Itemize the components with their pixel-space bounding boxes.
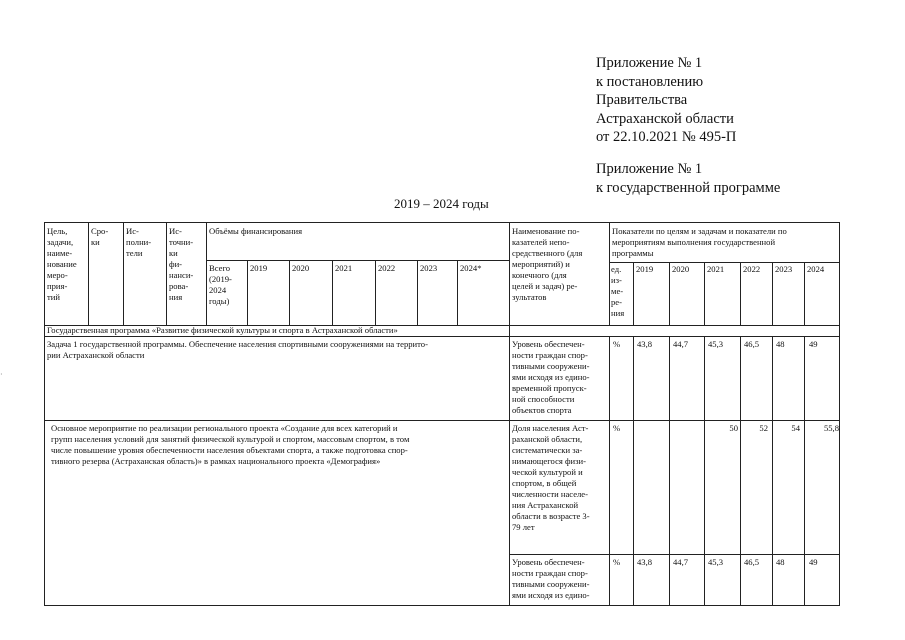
col-line-sources (166, 223, 167, 325)
task-1-indicator: Уровень обеспечен- ности граждан спор- тивными сооружени- ями исходя из едино- временной пропуск- ной способности объектов спорта (512, 339, 590, 415)
header-iy-2020: 2020 (672, 264, 690, 274)
col-line-iy2019 (633, 336, 634, 606)
main-activity-value-2024: 55,8 (823, 423, 839, 433)
main-activity-unit: % (613, 423, 621, 433)
header-iy-2022: 2022 (743, 264, 761, 274)
program-table (44, 222, 840, 606)
indicator-header-divider (609, 262, 840, 263)
annex-block-program (596, 160, 780, 197)
main-activity-text: Основное мероприятие по реализации регионального проекта «Создание для всех категорий и групп населения условий для занятий физической культурой и спортом, массовым спортом, в том числе повышение уровня обеспеченности населения объектами спорта, а также подготовка спор- тивного резерва (Астраханская область)» в рамках национального проекта «Демография» (51, 423, 410, 466)
main-activity-value-2021: 50 (729, 423, 738, 433)
header-iy-2021: 2021 (707, 264, 725, 274)
second-indicator-value-2023: 48 (776, 557, 785, 567)
col-line-fy2019 (247, 260, 248, 325)
header-executors: Ис- полни- тели (126, 226, 152, 258)
col-line-iy2023-header (772, 262, 773, 325)
task-row-bottom-line (45, 420, 840, 421)
col-line-iy2022 (740, 336, 741, 606)
task-1-value-2024: 49 (809, 339, 818, 349)
header-goal: Цель, задачи, наиме- нование меро- прия- тий (47, 226, 77, 302)
annex-region: Астраханской области (596, 110, 734, 127)
program-title: Государственная программа «Развитие физической культуры и спорта в Астраханской области» (47, 325, 398, 335)
header-indicator-name: Наименование по- казателей непо- средственного (для мероприятий) и конечного (для целей и задач) ре- зультатов (512, 226, 583, 302)
task-1-text: Задача 1 государственной программы. Обеспечение населения спортивными сооружениями на террито- рии Астраханской области (47, 339, 428, 360)
header-fy-2024: 2024* (460, 263, 482, 273)
col-line-fy2021 (332, 260, 333, 325)
annex-to-decree: к постановлению (596, 73, 704, 90)
col-line-unit (609, 336, 610, 606)
second-indicator: Уровень обеспечен- ности граждан спор- тивными сооружени- ями исходя из едино- (512, 557, 590, 600)
scan-speck: · (0, 370, 3, 379)
program-row-bottom-line (45, 336, 840, 337)
funding-header-divider (206, 260, 509, 261)
col-line-iy2020 (669, 336, 670, 606)
col-line-fy2024 (457, 260, 458, 325)
col-line-iy2024-header (804, 262, 805, 325)
annex-to-program: к государственной программе (596, 179, 781, 196)
second-indicator-value-2024: 49 (809, 557, 818, 567)
task-1-value-2019: 43,8 (637, 339, 653, 349)
annex-title: Приложение № 1 (596, 55, 703, 71)
task-1-value-2023: 48 (776, 339, 785, 349)
header-iy-2023: 2023 (775, 264, 793, 274)
col-line-iy2019-header (633, 262, 634, 325)
header-iy-2024: 2024 (807, 264, 825, 274)
col-line-iy2021 (704, 336, 705, 606)
col-line-iy2022-header (740, 262, 741, 325)
header-terms: Сро- ки (91, 226, 109, 247)
col-line-funding (206, 223, 207, 325)
second-indicator-value-2021: 45,3 (708, 557, 724, 567)
col-line-terms (88, 223, 89, 325)
main-activity-indicator: Доля населения Аст- раханской области, систематически за- нимающегося физи- ческой культурой и спортом, в общей численности населе- ния Астраханской области в возрасте 3- 79 лет (512, 423, 590, 532)
task-1-value-2021: 45,3 (708, 339, 724, 349)
col-line-fy2022 (375, 260, 376, 325)
main-activity-value-2023: 54 (791, 423, 800, 433)
annex-government: Правительства (596, 92, 688, 108)
header-fy-2021: 2021 (335, 263, 353, 273)
col-line-iy2020-header (669, 262, 670, 325)
second-indicator-value-2022: 46,5 (744, 557, 760, 567)
task-1-value-2022: 46,5 (744, 339, 760, 349)
header-funding: Объёмы финансирования (209, 226, 303, 236)
header-fy-2022: 2022 (378, 263, 396, 273)
col-line-iy2024 (804, 336, 805, 606)
header-fy-2019: 2019 (250, 263, 268, 273)
period-heading: 2019 – 2024 годы (394, 196, 489, 211)
header-indicators: Показатели по целям и задачам и показатели по мероприятиям выполнения государственной программы (612, 226, 787, 258)
annex-date-number: от 22.10.2021 № 495-П (596, 129, 737, 145)
second-indicator-unit: % (613, 557, 621, 567)
col-line-fy2023 (417, 260, 418, 325)
header-iy-2019: 2019 (636, 264, 654, 274)
header-unit: ед. из- ме- ре- ния (611, 264, 625, 318)
indicator-row-divider (509, 554, 840, 555)
header-sources: Ис- точни- ки фи- нанси- рова- ния (169, 226, 194, 302)
col-line-executors (123, 223, 124, 325)
main-activity-value-2022: 52 (759, 423, 768, 433)
header-fy-2023: 2023 (420, 263, 438, 273)
col-line-iy2021-header (704, 262, 705, 325)
task-1-unit: % (613, 339, 621, 349)
annex-title-2: Приложение № 1 (596, 161, 703, 177)
task-1-value-2020: 44,7 (673, 339, 689, 349)
header-total: Всего (2019- 2024 годы) (209, 263, 232, 306)
col-line-unit-header (609, 223, 610, 325)
col-line-fy2020 (289, 260, 290, 325)
second-indicator-value-2020: 44,7 (673, 557, 689, 567)
header-fy-2020: 2020 (292, 263, 310, 273)
second-indicator-value-2019: 43,8 (637, 557, 653, 567)
col-line-iy2023 (772, 336, 773, 606)
annex-block-decree (596, 54, 736, 147)
col-line-indicator-name (509, 223, 510, 606)
